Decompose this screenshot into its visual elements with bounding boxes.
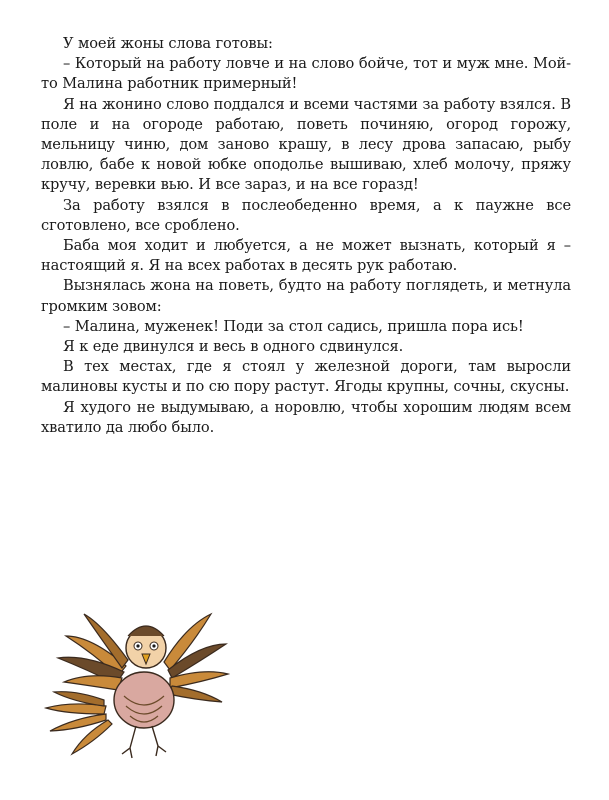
right-wing: [164, 614, 228, 702]
paragraph: Я к еде двинулся и весь в одного сдвинулся.: [63, 338, 404, 356]
paragraph: У моей жоны слова готовы:: [63, 35, 273, 52]
paragraph: Баба моя ходит и любуется, а не может вызнать, который я – настоящий я. Я на всех работах в десять рук работаю.: [41, 237, 571, 275]
folk-bird-illustration-icon: [36, 596, 231, 771]
paragraph: Вызнялась жона на поветь, будто на работу поглядеть, и метнула громким зовом:: [41, 277, 571, 315]
paragraph: В тех местах, где я стоял у железной дороги, там выросли малиновы кусты и по сю пору растут. Ягоды крупны, сочны, скусны.: [41, 358, 571, 396]
story-text: [41, 34, 571, 438]
tail-feathers: [46, 692, 112, 754]
bird-legs: [122, 726, 166, 758]
left-wing: [58, 614, 128, 690]
paragraph: За работу взялся в послеобеденно время, а к паужне все сготовлено, все сроблено.: [41, 196, 571, 234]
paragraph: – Малина, муженек! Поди за стол садись, пришла пора ись!: [63, 317, 524, 335]
bird-body: [114, 672, 174, 728]
paragraph: Я худого не выдумываю, а норовлю, чтобы хорошим людям всем хватило да любо было.: [41, 398, 571, 436]
paragraph: Я на жонино слово поддался и всеми частями за работу взялся. В поле и на огороде работаю, поветь починяю, огород горожу, мельницу чиню, дом заново крашу, в лесу дрова запасаю, рыбу ловлю, бабе к новой юбке оподолье вышиваю, хлеб молочу, пряжу кручу, веревки вью. И все зараз, и на все горазд!: [41, 95, 571, 194]
paragraph: – Который на работу ловче и на слово бойче, тот и муж мне. Мой-то Малина работник примерный!: [41, 55, 571, 93]
